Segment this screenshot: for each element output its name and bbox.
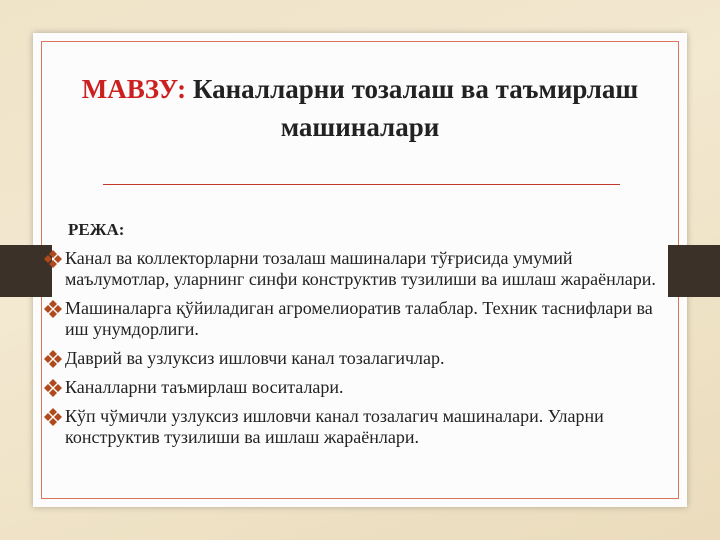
plan-item-text: Каналларни таъмирлаш воситалари. [65,377,344,397]
four-diamond-bullet-icon [44,300,64,318]
four-diamond-bullet-icon [44,350,64,368]
plan-item [44,377,664,398]
plan-item [44,248,664,290]
plan-item-text: Машиналарга қўйиладиган агромелиоратив талаблар. Техник таснифлари ва иш унумдорлиги. [65,298,653,339]
plan-heading: РЕЖА: [68,220,125,239]
four-diamond-bullet-icon [44,379,64,397]
plan-item-text: Канал ва коллекторларни тозалаш машиналари тўғрисида умумий маълумотлар, уларнинг синфи конструктив тузилиши ва ишлаш жараёнлари. [65,248,656,289]
plan-item [44,406,664,448]
plan-item [44,348,664,369]
right-side-tab [668,245,720,297]
four-diamond-bullet-icon [44,250,64,268]
title-divider [103,184,620,185]
slide-title [33,70,687,146]
plan-list [44,248,664,456]
four-diamond-bullet-icon [44,408,64,426]
plan-item-text: Кўп чўмичли узлуксиз ишловчи канал тозалагич машиналари. Уларни конструктив тузилиши ва ишлаш жараёнлари. [65,406,604,447]
plan-item [44,298,664,340]
plan-item-text: Даврий ва узлуксиз ишловчи канал тозалагичлар. [65,348,445,368]
title-label: МАВЗУ: [81,74,187,104]
title-text: Каналларни тозалаш ва таъмирлаш машиналари [192,74,639,142]
